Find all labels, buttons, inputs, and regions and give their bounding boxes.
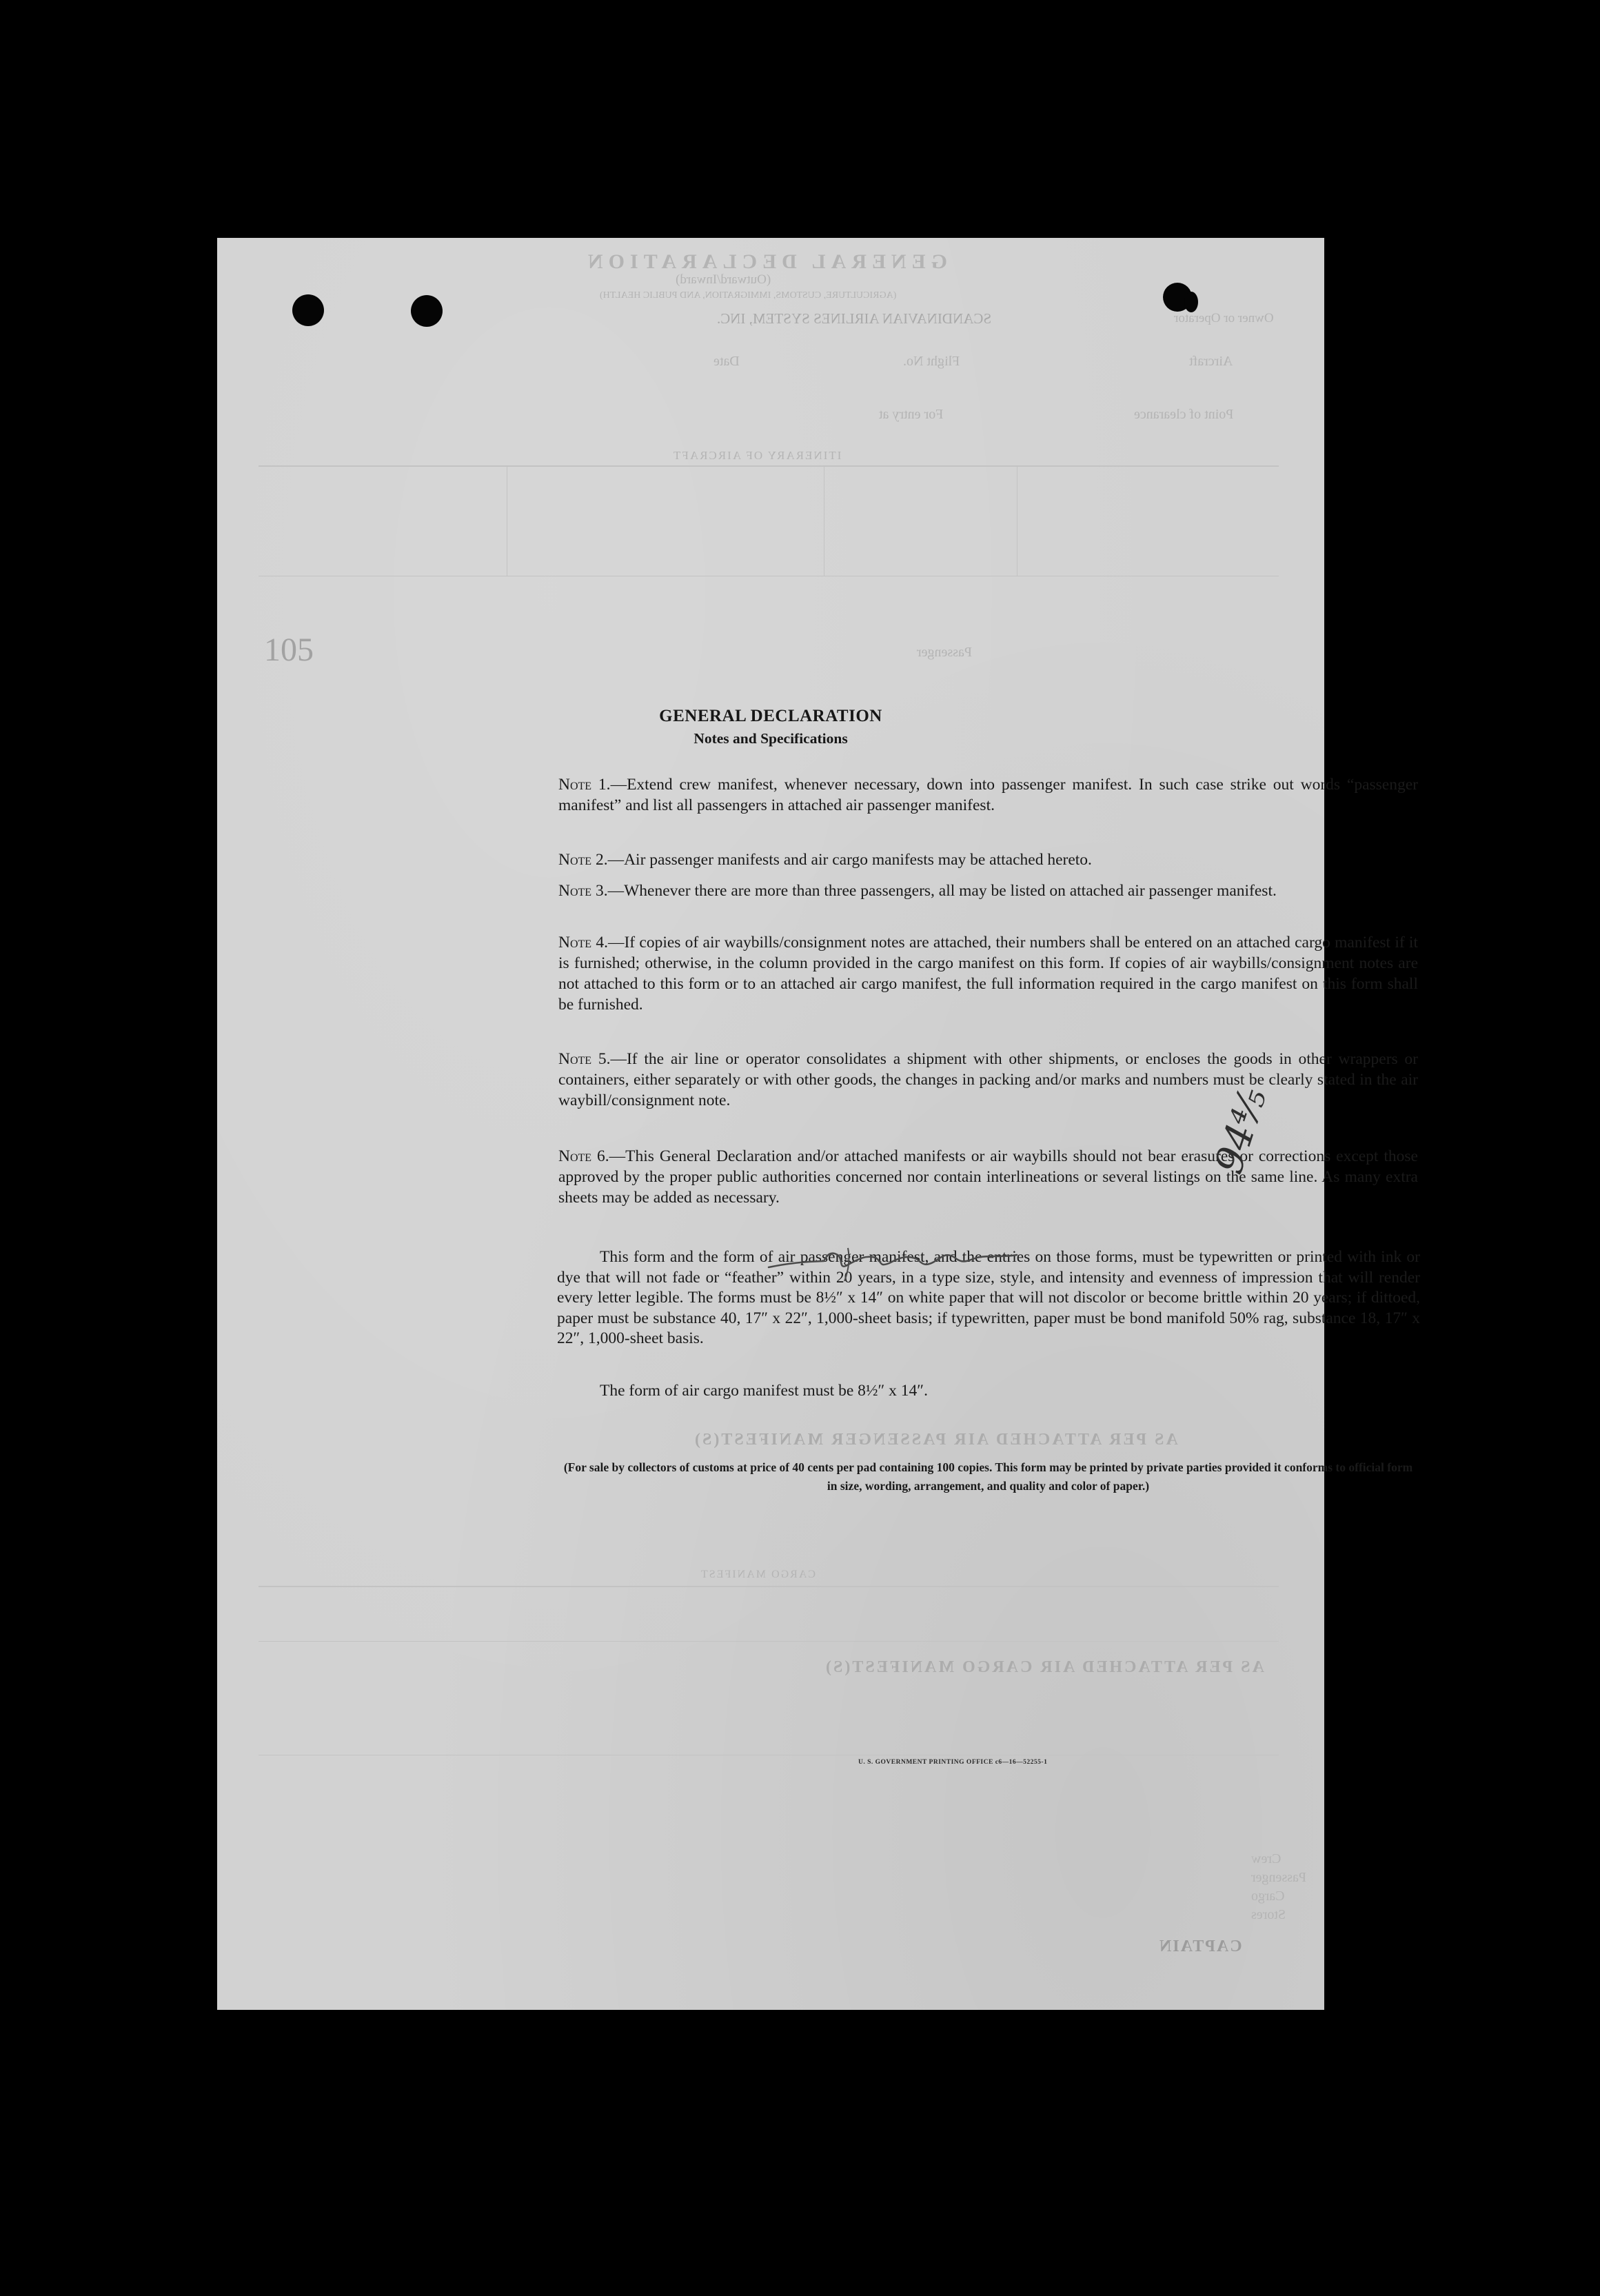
specification-paragraph: This form and the form of air passenger manifest, and the entries on those forms, must be typewritten or printed with ink or dye that will not fade or “feather” within 20 years, in a type size, style, and intensity and evenness of impression that will render every letter legible. The forms must be 8½″ x 14″ on white paper that will not discolor or become brittle within 20 years; if dittoed, paper must be substance 40, 17″ x 22″, 1,000-sheet basis; if typewritten, paper must be bond manifold 50% rag, substance 18, 17″ x 22″, 1,000-sheet basis. [557,1248,1420,1347]
note-2 [558,849,1418,870]
ghost-header: GENERAL DECLARATION [583,250,948,273]
ghost-subheader: (Outward/Inward) [676,272,771,287]
note-5 [558,1049,1418,1111]
document-sheet [217,238,1420,2010]
ghost-passenger-manifest: AS PER ATTACHED AIR PASSENGER MANIFEST(S) [693,1431,1178,1449]
note-6 [558,1146,1418,1208]
ghost-itinerary: ITINERARY OF AIRCRAFT [672,449,842,462]
handwritten-signature [762,1227,1093,1289]
note-label: Note 3. [558,882,608,900]
cargo-manifest-size: The form of air cargo manifest must be 8½″ x 14″. [600,1382,928,1400]
ghost-stores: Stores [1251,1907,1286,1922]
note-3 [558,880,1418,901]
note-text: —Whenever there are more than three passengers, all may be listed on attached air passenger manifest. [607,882,1277,900]
punch-hole-right-lower [1184,292,1198,312]
ghost-airline: SCANDINAVIAN AIRLINES SYSTEM, INC. [717,310,992,327]
sale-footnote: (For sale by collectors of customs at price of 40 cents per pad containing 100 copies. This form may be printed by private parties provided it conforms to official form in size, wording, arrangement, and quality and color of paper.) [563,1460,1413,1493]
margin-annotation: 94⅘ [1206,1082,1276,1180]
note-text: —If copies of air waybills/consignment notes are attached, their numbers shall be entered on an attached cargo manifest if it is furnished; otherwise, in the column provided in the cargo manifest on this form. If copies of air waybills/consignment notes are not attached to this form or to an attached air cargo manifest, the full information required in the cargo manifest on this form shall be furnished. [558,934,1418,1014]
ghost-owner: Owner or Operator [1174,311,1274,325]
note-text: —This General Declaration and/or attached manifests or air waybills should not bear erasures or corrections except those approved by the proper public authorities concerned nor contain interlineations or several listings on the same line. As many extra sheets may be added as necessary. [558,1147,1418,1207]
ghost-number-stamp: 105 [264,632,314,668]
note-label: Note 5. [558,1050,611,1068]
ghost-rule [259,1586,1279,1587]
note-text: —If the air line or operator consolidates a shipment with other shipments, or encloses the goods in other wrappers or containers, either separately or with other goods, the changes in packing and/or marks and numbers must be clearly stated in the air waybill/consignment note. [558,1050,1418,1109]
punch-hole-center [411,295,443,327]
ghost-rule [259,465,1279,467]
ghost-passenger: Passenger [1251,1870,1306,1885]
printing-office-line: U. S. GOVERNMENT PRINTING OFFICE c6—16—52255-1 [858,1759,1048,1766]
note-label: Note 4. [558,934,608,951]
ghost-captain: CAPTAIN [1158,1937,1242,1955]
ghost-aircraft: Aircraft [1189,354,1233,369]
note-text: —Air passenger manifests and air cargo manifests may be attached hereto. [607,851,1092,869]
ghost-cargo-manifest-title: CARGO MANIFEST [700,1569,816,1580]
ghost-rule [259,1641,1279,1642]
ghost-passengers: Passenger [917,645,972,660]
ghost-point-of-clearance: Point of clearance [1134,407,1234,422]
note-label: Note 2. [558,851,608,869]
note-4 [558,932,1418,1015]
page-title: GENERAL DECLARATION [659,707,882,725]
ghost-flight: Flight No. [903,354,960,369]
note-text: —Extend crew manifest, whenever necessary, down into passenger manifest. In such case strike out words “passenger manifest” and list all passengers in attached air passenger manifest. [558,776,1418,814]
ghost-date: Date [713,354,740,369]
note-label: Note 6. [558,1147,609,1165]
ghost-cargo: Cargo [1251,1889,1285,1904]
ghost-crew: Crew [1251,1851,1282,1866]
page-subtitle: Notes and Specifications [693,730,848,747]
note-label: Note 1. [558,776,611,794]
ghost-cargo-manifest: AS PER ATTACHED AIR CARGO MANIFEST(S) [824,1658,1264,1676]
ghost-agency: (AGRICULTURE, CUSTOMS, IMMIGRATION, AND PUBLIC HEALTH) [600,290,897,301]
note-1 [558,774,1418,816]
punch-hole-left [292,294,324,326]
ghost-for-entry: For entry at [879,407,944,422]
